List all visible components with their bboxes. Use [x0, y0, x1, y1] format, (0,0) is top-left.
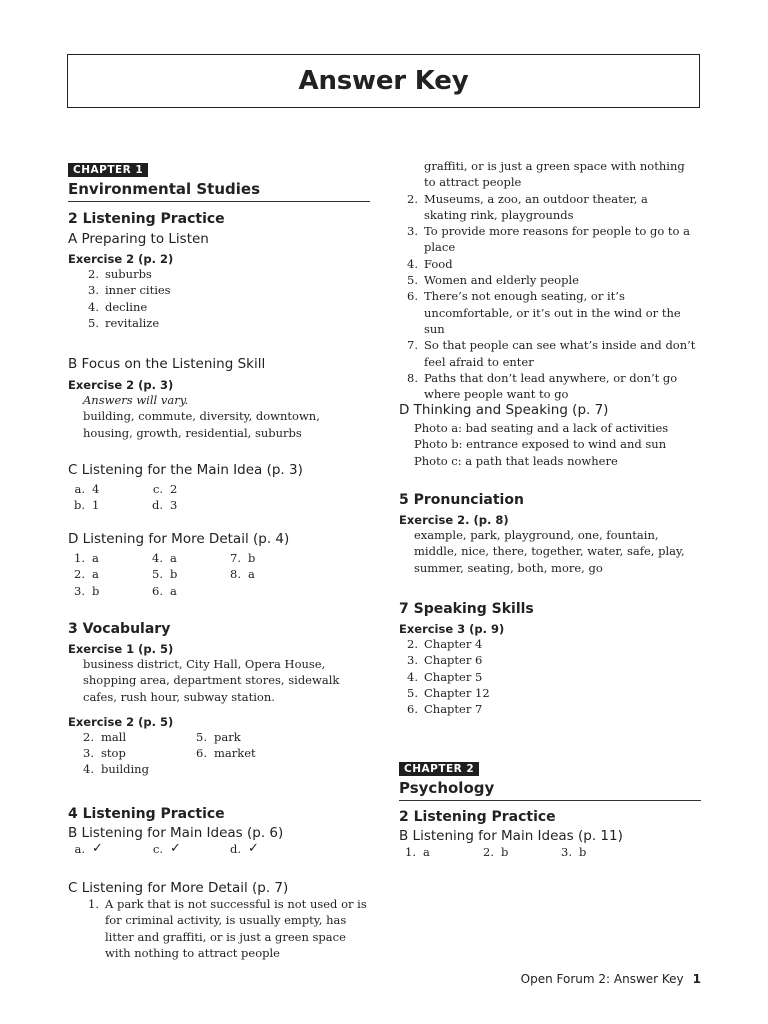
exercise-label: Exercise 2 (p. 2) [68, 252, 174, 266]
answer-list [81, 896, 369, 960]
photo-answer: Photo c: a path that leads nowhere [414, 453, 618, 468]
list-item: 8. Paths that don’t lead anywhere, or don’t go where people want to go [407, 370, 678, 402]
exercise-label: Exercise 2. (p. 8) [399, 513, 509, 527]
exercise-label: Exercise 2 (p. 5) [68, 714, 174, 729]
answer-grid: a. ✓ c. ✓ d. ✓ [68, 841, 370, 857]
section-heading: 2 Listening Practice [68, 211, 225, 227]
left-column [68, 158, 370, 202]
section-heading: 3 Vocabulary [68, 621, 171, 637]
footer-text: Open Forum 2: Answer Key [520, 972, 684, 986]
list-item: 3. Chapter 6 [407, 653, 483, 668]
list-item-continued: graffiti, or is just a green space with nothing to attract people [424, 159, 685, 190]
answer-text: building, commute, diversity, downtown, housing, growth, residential, suburbs [83, 409, 320, 440]
answer-text [414, 420, 701, 469]
chapter-title: Psychology [399, 779, 701, 801]
photo-answer: Photo b: entrance exposed to wind and sun [414, 437, 667, 452]
section-vocabulary [68, 621, 370, 778]
page-footer [521, 972, 701, 986]
page-title: Answer Key [298, 66, 469, 96]
subsection-heading: C Listening for More Detail (p. 7) [68, 880, 289, 896]
section-pronunciation [399, 492, 701, 576]
answer-list [81, 266, 370, 331]
subsection-heading: B Listening for Main Ideas (p. 6) [68, 825, 284, 841]
list-item: 4. Chapter 5 [407, 669, 483, 684]
section-heading: 5 Pronunciation [399, 492, 524, 508]
list-item: 5. revitalize [88, 315, 160, 330]
section-speaking-skills [399, 601, 701, 717]
list-item: 2. Chapter 4 [407, 637, 483, 651]
answer-text: business district, City Hall, Opera House, shopping area, department stores, sidewalk cafes, rush hour, subway station. [83, 657, 340, 704]
right-column [399, 158, 701, 402]
list-item: 1. A park that is not successful is not used or is for criminal activity, is usually empty, has litter and graffiti, or is just a green space with nothing to attract people [88, 897, 367, 960]
chapter-badge: CHAPTER 2 [399, 762, 479, 776]
exercise-label: Exercise 2 (p. 3) [68, 378, 174, 392]
photo-answer: Photo a: bad seating and a lack of activities [414, 421, 669, 435]
list-item: 5. Chapter 12 [407, 685, 490, 700]
answer-list [400, 636, 701, 717]
subsection-heading: B Focus on the Listening Skill [68, 356, 266, 372]
check-icon: ✓ [248, 841, 259, 856]
list-item: 6. Chapter 7 [407, 702, 483, 717]
list-item: 3. To provide more reasons for people to go to a place [407, 224, 690, 255]
section-heading: 4 Listening Practice [68, 806, 225, 822]
answer-grid: 1. a 2. b 3. b [405, 845, 587, 859]
section-more-detail [68, 531, 370, 599]
list-item: 7. So that people can see what’s inside and don’t feel afraid to enter [407, 338, 696, 369]
chapter-title: Environmental Studies [68, 180, 370, 202]
list-item: 5. Women and elderly people [407, 273, 579, 288]
exercise-label: Exercise 3 (p. 9) [399, 622, 505, 636]
section-ch2-listening-practice [399, 809, 701, 860]
subsection-heading: A Preparing to Listen [68, 231, 209, 247]
list-item: 4. Food [407, 256, 453, 271]
section-heading: 7 Speaking Skills [399, 601, 534, 617]
list-item: 2. Museums, a zoo, an outdoor theater, a skating rink, playgrounds [407, 191, 648, 222]
section-more-detail-7 [68, 880, 370, 960]
subsection-heading: D Listening for More Detail (p. 4) [68, 531, 290, 547]
subsection-heading: C Listening for the Main Idea (p. 3) [68, 462, 303, 478]
answer-note: Answers will vary. [83, 393, 189, 407]
answer-text: example, park, playground, one, fountain, middle, nice, there, together, water, safe, play, summer, seating, both, more, go [414, 528, 685, 575]
answer-grid: a. 4 c. 2 b. 1 d. 3 [73, 482, 178, 513]
subsection-heading: D Thinking and Speaking (p. 7) [399, 402, 609, 418]
check-icon: ✓ [92, 841, 103, 856]
title-box [67, 54, 700, 108]
page-number: 1 [692, 972, 701, 986]
section-focus-listening [68, 356, 370, 441]
section-main-idea [68, 462, 370, 514]
section-thinking-speaking [399, 402, 701, 469]
answer-list [400, 158, 702, 402]
list-item: 3. inner cities [88, 283, 171, 298]
list-item: 2. suburbs [88, 267, 152, 281]
chapter-2-header [399, 757, 701, 801]
section-heading: 2 Listening Practice [399, 809, 556, 825]
check-icon: ✓ [170, 841, 181, 856]
exercise-label: Exercise 1 (p. 5) [68, 642, 174, 656]
subsection-heading: B Listening for Main Ideas (p. 11) [399, 828, 623, 844]
answer-grid: 2. mall 5. park 3. stop 6. market 4. building [83, 729, 256, 777]
chapter-badge: CHAPTER 1 [68, 163, 148, 177]
list-item: 6. There’s not enough seating, or it’s uncomfortable, or it’s out in the wind or the sun [407, 289, 681, 336]
list-item: 4. decline [88, 299, 148, 314]
section-listening-practice-4 [68, 806, 370, 857]
answer-grid: 1. a 4. a 7. b 2. a 5. b 8. a 3. b 6. a [74, 551, 256, 598]
section-listening-practice [68, 211, 370, 331]
